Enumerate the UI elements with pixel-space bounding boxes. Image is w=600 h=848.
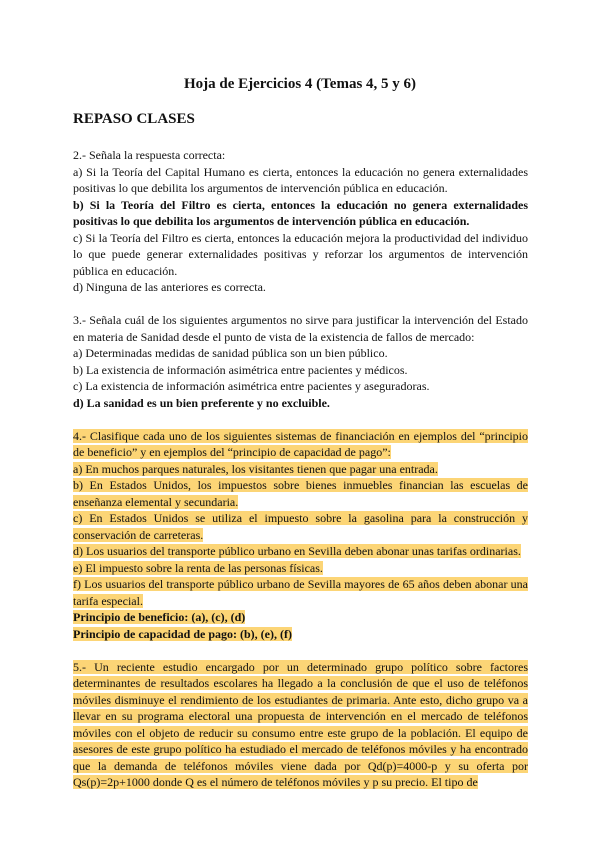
spacer [73,642,528,659]
q3-option-a: a) Determinadas medidas de sanidad pública son un bien público. [73,346,388,360]
spacer [73,411,528,428]
section-title: REPASO CLASES [73,111,195,127]
highlighted-text: e) El impuesto sobre la renta de las personas físicas. [73,560,323,575]
q2-stem: 2.- Señala la respuesta correcta: [73,148,226,162]
q2-option-d: d) Ninguna de las anteriores es correcta. [73,280,266,294]
highlighted-text: a) En muchos parques naturales, los visitantes tienen que pagar una entrada. [73,461,438,476]
q3-option-c: c) La existencia de información asimétrica entre pacientes y aseguradoras. [73,379,430,393]
highlighted-text: c) En Estados Unidos se utiliza el impuesto sobre la gasolina para la construcción y conservación de carreteras. [73,511,528,542]
q4-option-b [73,477,528,510]
q5-text [73,659,528,791]
q4-stem [73,428,528,461]
highlighted-text: Principio de capacidad de pago: (b), (e), (f) [73,626,292,641]
q4-option-d [73,543,528,560]
highlighted-text: f) Los usuarios del transporte público urbano de Sevilla mayores de 65 años deben abonar una tarifa especial. [73,577,528,608]
q4-option-c [73,510,528,543]
q2-option-b: b) Si la Teoría del Filtro es cierta, entonces la educación no genera externalidades positivas lo que debilita los argumentos de intervención pública en educación. [73,197,528,228]
highlighted-text: b) En Estados Unidos, los impuestos sobre bienes inmuebles financian las escuelas de enseñanza elemental y secundaria. [73,478,528,509]
q4-answer-benefit [73,609,528,626]
highlighted-text: 5.- Un reciente estudio encargado por un determinado grupo político sobre factores determinantes de resultados escolares ha llegado a la conclusión de que el uso de teléfonos móviles disminuye el rendimiento de los estudiantes de primaria. Ante esto, dicho grupo va a llevar en su programa electoral una propuesta de intervención en el mercado de teléfonos móviles con el objeto de reducir su consumo entre este grupo de la población. El equipo de asesores de este grupo político ha estudiado el mercado de teléfonos móviles y ha encontrado que la demanda de teléfonos móviles viene dada por Qd(p)=4000-p y su oferta por Qs(p)=2p+1000 donde Q es el número de teléfonos móviles y p su precio. El tipo de [73,659,528,789]
q4-option-f [73,576,528,609]
q3-option-d: d) La sanidad es un bien preferente y no excluible. [73,395,330,410]
q3-option-b: b) La existencia de información asimétrica entre pacientes y médicos. [73,362,408,377]
q4-option-e [73,560,528,577]
q2-option-c: c) Si la Teoría del Filtro es cierta, entonces la educación mejora la productividad del individuo lo que puede generar externalidades positivas y reforzar los argumentos de intervención pública en educación. [73,230,528,278]
q3-stem: 3.- Señala cuál de los siguientes argumentos no sirve para justificar la intervención del Estado en materia de Sanidad desde el punto de vista de la existencia de fallos de mercado: [73,313,528,344]
highlighted-text: Principio de beneficio: (a), (c), (d) [73,610,246,624]
highlighted-text: d) Los usuarios del transporte público urbano en Sevilla deben abonar unas tarifas ordinarias. [73,544,521,558]
highlighted-text: 4.- Clasifique cada uno de los siguientes sistemas de financiación en ejemplos del “principio de beneficio” y en ejemplos del “principio de capacidad de pago”: [73,428,528,459]
q2-option-a: a) Si la Teoría del Capital Humano es cierta, entonces la educación no genera externalidades positivas lo que debilita los argumentos de intervención pública en educación. [73,164,528,195]
q4-option-a [73,461,528,478]
spacer [73,296,528,313]
q4-answer-ability-to-pay [73,626,528,643]
document-title: Hoja de Ejercicios 4 (Temas 4, 5 y 6) [183,76,417,92]
document-body [73,147,528,791]
